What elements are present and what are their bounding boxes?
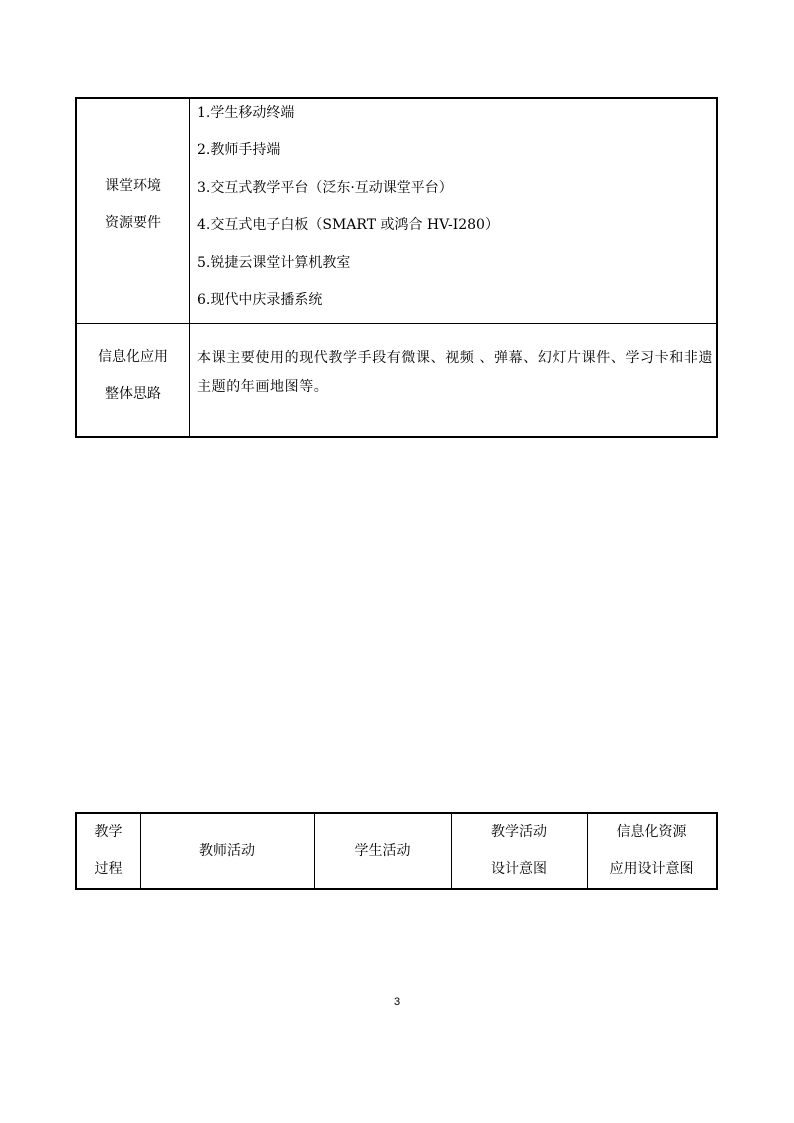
header-student-activity (314, 814, 451, 888)
info-label-line2: 整体思路 (105, 386, 161, 402)
env-label-line1: 课堂环境 (105, 178, 161, 194)
env-item: 2.教师手持端 (197, 142, 281, 159)
header-teaching-process-line2: 过程 (94, 861, 123, 877)
process-table-header (75, 812, 718, 890)
env-item: 3.交互式教学平台（泛东·互动课堂平台） (197, 179, 453, 196)
header-info-resource-line1: 信息化资源 (616, 824, 687, 840)
header-teaching-process-line1: 教学 (94, 824, 123, 840)
info-label-line1: 信息化应用 (98, 349, 168, 365)
env-item: 6.现代中庆录播系统 (197, 292, 323, 309)
info-label (77, 339, 189, 413)
header-teacher-activity-label: 教师活动 (199, 842, 255, 859)
resource-table (75, 97, 718, 438)
env-item: 1.学生移动终端 (197, 105, 295, 121)
header-teacher-activity (140, 814, 314, 888)
env-label (77, 168, 189, 242)
header-design-intent (451, 814, 587, 888)
info-paragraph: 本课主要使用的现代教学手段有微课、视频 、弹幕、幻灯片课件、学习卡和非遗主题的年画地图等。 (197, 350, 714, 395)
env-item: 5.锐捷云课堂计算机教室 (197, 254, 351, 271)
env-item-list (197, 95, 499, 319)
header-info-resource-line2: 应用设计意图 (609, 861, 694, 877)
page-number: 3 (393, 996, 401, 1008)
header-info-resource-intent (587, 814, 716, 888)
env-label-line2: 资源要件 (105, 215, 161, 231)
header-design-intent-line1: 教学活动 (491, 824, 547, 840)
header-student-activity-label: 学生活动 (354, 842, 411, 859)
header-design-intent-line2: 设计意图 (491, 861, 547, 877)
env-item: 4.交互式电子白板（SMART 或鸿合 HV-I280） (197, 217, 499, 234)
header-teaching-process (77, 814, 140, 888)
column-divider (189, 99, 190, 436)
row-divider (77, 323, 716, 324)
